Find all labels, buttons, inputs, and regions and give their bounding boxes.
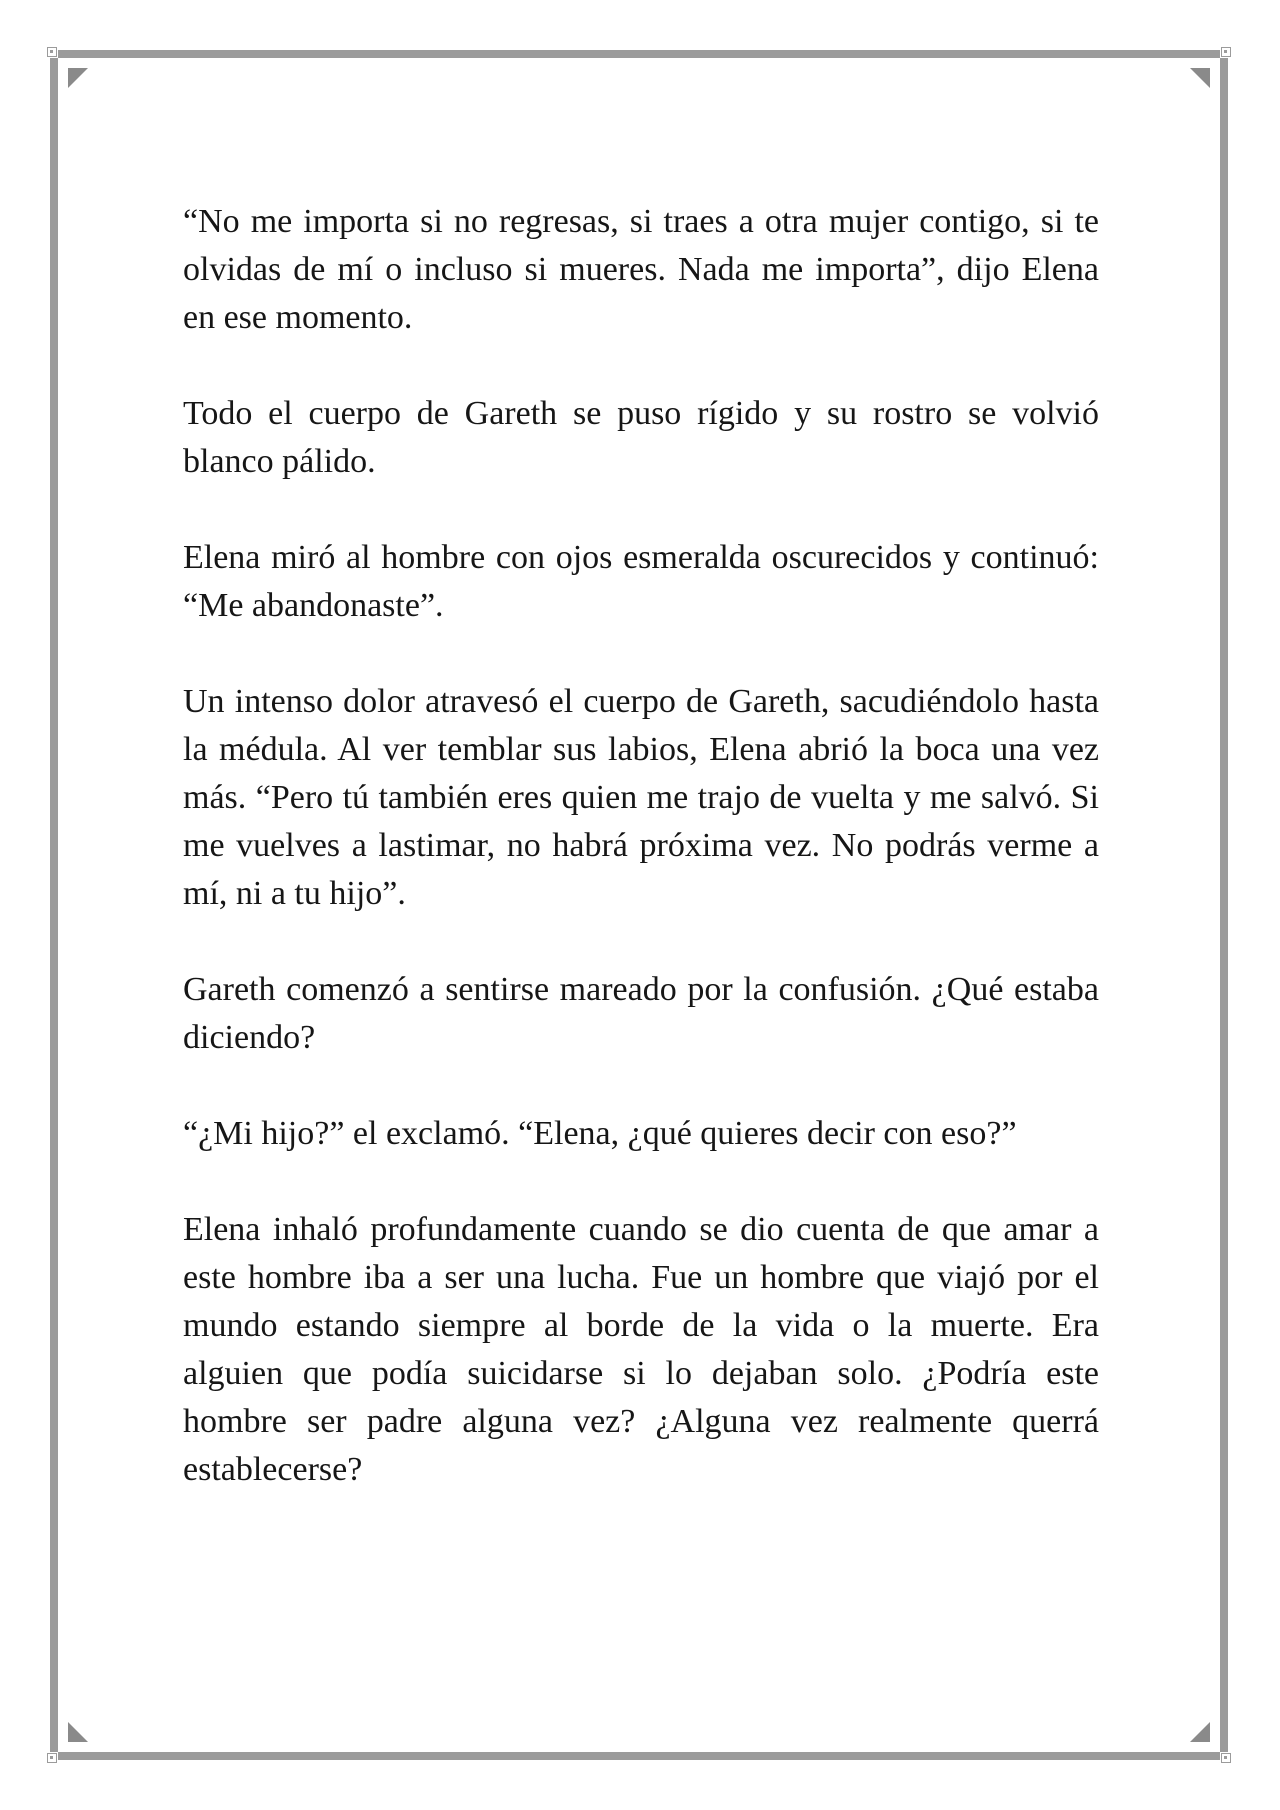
- frame-corner-ornament-top-right: [1221, 47, 1231, 57]
- paragraph: Todo el cuerpo de Gareth se puso rígido y su rostro se volvió blanco pálido.: [183, 395, 1099, 480]
- frame-border-left: [50, 58, 58, 1752]
- corner-triangle-top-left: [68, 68, 88, 88]
- frame-corner-ornament-bottom-right: [1221, 1753, 1231, 1763]
- corner-triangle-bottom-right: [1190, 1722, 1210, 1742]
- frame-border-bottom: [58, 1752, 1220, 1760]
- paragraph: “¿Mi hijo?” el exclamó. “Elena, ¿qué quieres decir con eso?”: [183, 1115, 1017, 1152]
- corner-triangle-bottom-left: [68, 1722, 88, 1742]
- paragraph: Gareth comenzó a sentirse mareado por la confusión. ¿Qué estaba diciendo?: [183, 971, 1099, 1056]
- frame-corner-ornament-top-left: [47, 47, 57, 57]
- frame-corner-ornament-bottom-left: [47, 1753, 57, 1763]
- paragraph: “No me importa si no regresas, si traes a otra mujer contigo, si te olvidas de mí o incluso si mueres. Nada me importa”, dijo Elena en ese momento.: [183, 203, 1099, 336]
- page-body: [183, 198, 1099, 1494]
- paragraph: Elena inhaló profundamente cuando se dio cuenta de que amar a este hombre iba a ser una lucha. Fue un hombre que viajó por el mundo estando siempre al borde de la vida o la muerte. Era alguien que podía suicidarse si lo dejaban solo. ¿Podría este hombre ser padre alguna vez? ¿Alguna vez realmente querrá establecerse?: [183, 1211, 1099, 1488]
- frame-border-top: [58, 50, 1220, 58]
- paragraph: Un intenso dolor atravesó el cuerpo de Gareth, sacudiéndolo hasta la médula. Al ver temblar sus labios, Elena abrió la boca una vez más. “Pero tú también eres quien me trajo de vuelta y me salvó. Si me vuelves a lastimar, no habrá próxima vez. No podrás verme a mí, ni a tu hijo”.: [183, 683, 1099, 912]
- frame-border-right: [1220, 58, 1228, 1752]
- paragraph: Elena miró al hombre con ojos esmeralda oscurecidos y continuó: “Me abandonaste”.: [183, 539, 1099, 624]
- corner-triangle-top-right: [1190, 68, 1210, 88]
